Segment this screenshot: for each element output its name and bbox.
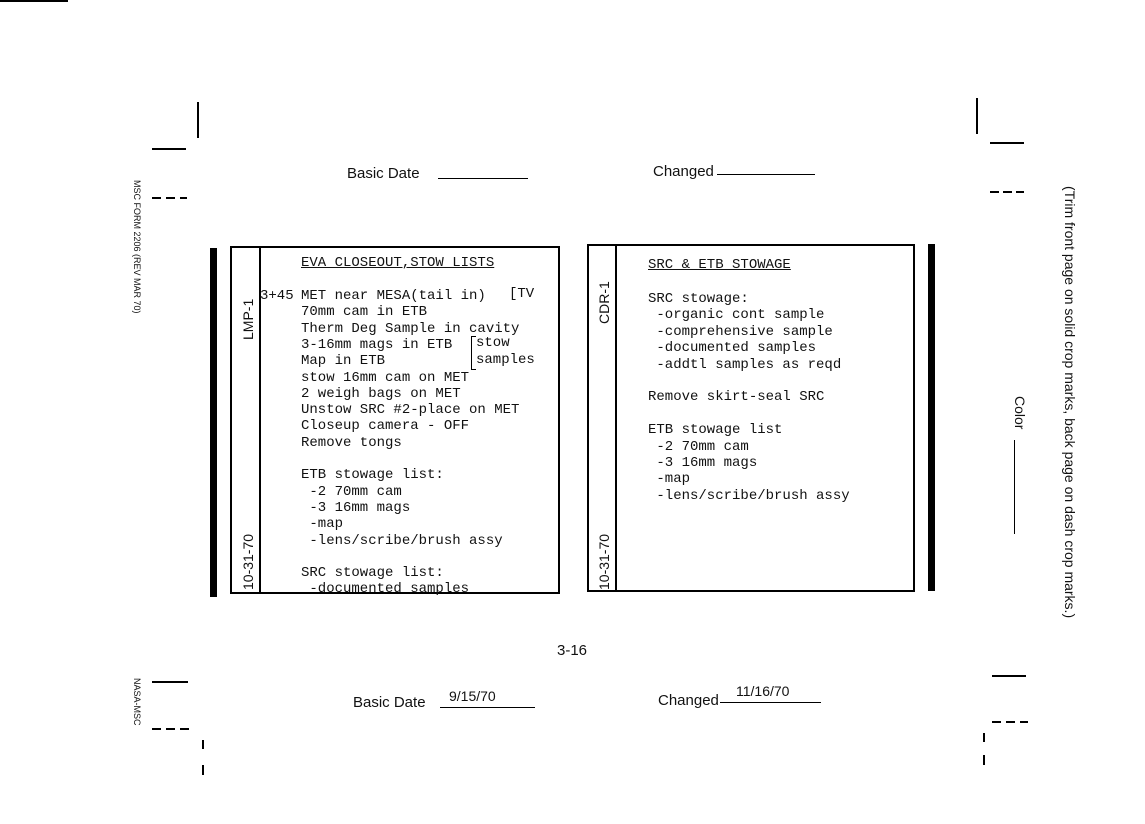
- right-cue-card: [587, 244, 915, 592]
- page-number: 3-16: [557, 642, 588, 659]
- color-blank: [1014, 440, 1015, 534]
- card-line: SRC stowage list:: [301, 565, 444, 582]
- crop-mark-dash: [1016, 191, 1024, 193]
- card-line: -map: [301, 516, 344, 533]
- changed-blank-top: [717, 174, 815, 175]
- crop-mark-dash: [152, 197, 161, 199]
- card-line: -2 70mm cam: [301, 483, 402, 500]
- card-line: -comprehensive sample: [648, 323, 833, 340]
- crop-mark-dash: [1003, 191, 1012, 193]
- crop-mark-dash: [202, 765, 204, 775]
- crop-mark: [152, 148, 186, 150]
- card-line: Closeup camera - OFF: [301, 418, 470, 435]
- basic-date-value-bottom: 9/15/70: [449, 688, 496, 704]
- crop-mark-dash: [990, 191, 999, 193]
- card-line: -addtl samples as reqd: [648, 356, 842, 373]
- crop-mark-dash: [152, 728, 161, 730]
- card-edge-bar-left: [210, 248, 217, 597]
- crop-mark-dash: [166, 728, 175, 730]
- crop-mark-dash: [180, 728, 189, 730]
- card-line: -map: [648, 471, 691, 488]
- card-line: -documented samples: [648, 340, 817, 357]
- card-line: 3-16mm mags in ETB: [301, 336, 453, 353]
- left-date-tab: 10-31-70: [240, 533, 256, 590]
- crop-mark-dash: [983, 733, 985, 742]
- crop-mark-dash: [992, 721, 1001, 723]
- crop-mark-dash: [1006, 721, 1015, 723]
- card-edge-bar-right: [928, 244, 935, 591]
- card-line: stow 16mm cam on MET: [301, 369, 470, 386]
- card-line: -3 16mm mags: [648, 455, 758, 471]
- card-line: -lens/scribe/brush assy: [648, 487, 850, 504]
- left-card-time: 3+45: [260, 288, 294, 304]
- crop-mark: [992, 675, 1026, 677]
- card-line: 2 weigh bags on MET: [301, 385, 461, 402]
- right-date-tab: 10-31-70: [596, 533, 612, 590]
- right-card-title: SRC & ETB STOWAGE: [648, 257, 791, 273]
- card-line: -3 16mm mags: [301, 499, 411, 516]
- card-line: Unstow SRC #2-place on MET: [301, 402, 520, 419]
- left-card-title: EVA CLOSEOUT,STOW LISTS: [301, 255, 495, 271]
- left-bracket-note-2: samples: [476, 352, 535, 368]
- card-line: -organic cont sample: [648, 307, 825, 324]
- card-line: -lens/scribe/brush assy: [301, 532, 503, 549]
- card-line: Remove skirt-seal SRC: [648, 389, 825, 406]
- card-line: -documented samples: [301, 581, 470, 598]
- crop-mark: [976, 98, 978, 134]
- left-card-tv-note: [TV: [509, 286, 535, 302]
- left-crew-tab: LMP-1: [240, 298, 256, 340]
- crop-mark-dash: [983, 755, 985, 765]
- card-line: Therm Deg Sample in cavity: [301, 320, 520, 337]
- basic-date-label-top: Basic Date: [347, 165, 420, 182]
- card-line: MET near MESA(tail in): [301, 288, 486, 304]
- basic-date-label-bottom: Basic Date: [353, 694, 426, 711]
- changed-value-bottom: 11/16/70: [736, 683, 790, 699]
- changed-label-top: Changed: [653, 163, 714, 180]
- card-line: Map in ETB: [301, 353, 386, 370]
- changed-label-bottom: Changed: [658, 692, 719, 709]
- form-id: MSC FORM 2206 (REV MAR 70): [132, 180, 142, 314]
- card-line: ETB stowage list:: [301, 467, 444, 484]
- card-line: -2 70mm cam: [648, 438, 749, 455]
- left-cue-card: [230, 246, 560, 598]
- card-line: SRC stowage:: [648, 291, 749, 307]
- right-crew-tab: CDR-1: [596, 281, 612, 324]
- changed-underline-bottom: [720, 702, 821, 703]
- crop-mark-dash: [180, 197, 187, 199]
- card-line: Remove tongs: [301, 434, 402, 451]
- crop-mark-dash: [202, 740, 204, 749]
- crop-mark: [197, 102, 199, 138]
- left-bracket-note-1: stow: [476, 335, 510, 351]
- color-label: Color: [1012, 396, 1028, 430]
- basic-date-underline-bottom: [440, 707, 535, 708]
- basic-date-blank-top: [438, 178, 528, 179]
- card-line: 70mm cam in ETB: [301, 304, 428, 321]
- crop-mark: [152, 681, 188, 683]
- crop-mark: [990, 142, 1024, 144]
- crop-mark: [0, 0, 68, 2]
- printer-mark: NASA-MSC: [132, 678, 142, 726]
- crop-mark-dash: [166, 197, 175, 199]
- card-line: ETB stowage list: [648, 422, 783, 439]
- trim-note: (Trim front page on solid crop marks, back page on dash crop marks.): [1062, 186, 1078, 619]
- crop-mark-dash: [1020, 721, 1028, 723]
